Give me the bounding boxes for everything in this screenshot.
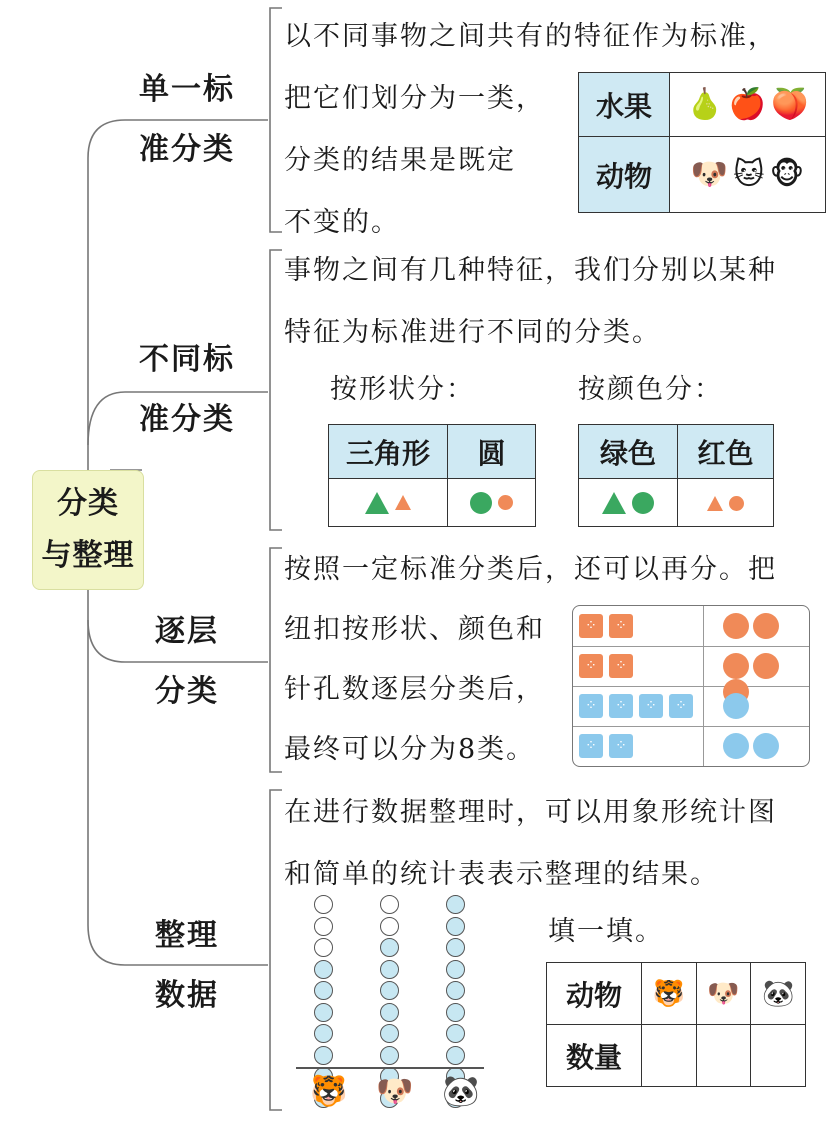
round-button-icon — [723, 653, 749, 679]
branch-layered — [132, 602, 242, 722]
square-button-icon — [669, 694, 693, 718]
header-green: 绿色 — [579, 425, 678, 479]
orange-round-4hole-group — [723, 613, 783, 639]
color-table — [578, 424, 774, 527]
header-red: 红色 — [678, 425, 774, 479]
circle-cell — [448, 479, 536, 527]
by-shape-label: 按形状分： — [330, 374, 475, 405]
tiger-cell — [642, 963, 697, 1025]
shape-table — [328, 424, 536, 527]
tiger-icon: 🐯 — [310, 1074, 348, 1109]
branch-label-line1: 不同标 — [139, 342, 235, 377]
red-cell — [678, 479, 774, 527]
text-line: 以不同事物之间共有的特征作为标准， — [284, 21, 777, 52]
square-button-icon — [579, 694, 603, 718]
text-line: 针孔数逐层分类后， — [284, 674, 545, 705]
filled-circle-mark — [446, 960, 465, 979]
text-line: 把它们划分为一类， — [284, 83, 545, 114]
square-button-icon — [579, 614, 603, 638]
round-button-icon — [753, 613, 779, 639]
filled-circle-mark — [314, 981, 333, 1000]
row-header-animal: 动物 — [579, 137, 670, 213]
tiger-icon: 🐯 — [652, 978, 686, 1009]
text-line: 特征为标准进行不同的分类。 — [284, 317, 661, 348]
orange-square-4hole-group — [579, 614, 639, 638]
by-color-label: 按颜色分： — [578, 374, 723, 405]
filled-circle-mark — [446, 1003, 465, 1022]
count-blank-dog[interactable] — [696, 1025, 751, 1087]
green-cell — [579, 479, 678, 527]
filled-circle-mark — [446, 895, 465, 914]
filled-circle-mark — [446, 938, 465, 957]
text-line: 不变的。 — [284, 207, 400, 238]
square-button-icon — [609, 654, 633, 678]
branch-label-line1: 逐层 — [155, 614, 219, 649]
triangle-cell — [329, 479, 448, 527]
filled-circle-mark — [380, 938, 399, 957]
branch-organize-data — [132, 906, 242, 1026]
peach-icon: 🍑 — [771, 86, 809, 122]
buttons-box — [572, 605, 810, 767]
branch-label-line2: 准分类 — [139, 402, 235, 437]
filled-circle-mark — [314, 1046, 333, 1065]
filled-circle-mark — [380, 960, 399, 979]
dog-icon: 🐶 — [690, 156, 729, 192]
filled-circle-mark — [314, 1024, 333, 1043]
pictograph-chart — [290, 895, 490, 1115]
orange-square-2hole-group — [579, 654, 639, 678]
branch-label-line2: 准分类 — [139, 132, 235, 167]
row-header-fruit: 水果 — [579, 73, 670, 137]
filled-circle-mark — [446, 1046, 465, 1065]
central-topic-line1: 分类 — [57, 486, 119, 521]
filled-circle-mark — [380, 1003, 399, 1022]
dog-cell — [696, 963, 751, 1025]
filled-circle-mark — [446, 917, 465, 936]
cat-icon: 🐱 — [733, 156, 765, 192]
square-button-icon — [609, 734, 633, 758]
animal-icons — [670, 137, 826, 213]
blue-square-2hole-group — [579, 734, 639, 758]
filled-circle-mark — [446, 981, 465, 1000]
square-button-icon — [579, 654, 603, 678]
filled-circle-mark — [380, 981, 399, 1000]
filled-circle-mark — [314, 960, 333, 979]
fill-in-label: 填一填。 — [548, 916, 664, 947]
dog-icon: 🐶 — [376, 1074, 414, 1109]
round-button-icon — [723, 613, 749, 639]
orange-circle-icon — [498, 495, 513, 510]
green-triangle-icon — [365, 492, 389, 514]
monkey-icon: 🐵 — [769, 156, 805, 192]
branch-label-line1: 整理 — [155, 918, 219, 953]
filled-circle-mark — [446, 1024, 465, 1043]
header-animal: 动物 — [547, 963, 642, 1025]
square-button-icon — [639, 694, 663, 718]
round-button-icon — [753, 733, 779, 759]
branch-label-line2: 分类 — [155, 674, 219, 709]
pear-icon: 🍐 — [686, 86, 724, 122]
header-circle: 圆 — [448, 425, 536, 479]
branch-label-line2: 数据 — [155, 978, 219, 1013]
apple-icon: 🍎 — [728, 86, 767, 122]
text-line: 按照一定标准分类后，还可以再分。把 — [284, 554, 777, 585]
empty-circle-mark — [380, 917, 399, 936]
filled-circle-mark — [314, 1003, 333, 1022]
orange-circle-icon — [729, 496, 744, 511]
branch-label-line1: 单一标 — [139, 72, 235, 107]
count-blank-tiger[interactable] — [642, 1025, 697, 1087]
orange-triangle-icon — [395, 495, 411, 510]
empty-circle-mark — [314, 938, 333, 957]
text-line: 分类的结果是既定 — [284, 145, 516, 176]
branch-different-standard — [132, 330, 242, 450]
header-triangle: 三角形 — [329, 425, 448, 479]
orange-triangle-icon — [707, 496, 723, 511]
panda-icon: 🐼 — [761, 978, 795, 1009]
blue-square-4hole-group — [579, 694, 699, 718]
panda-cell — [751, 963, 806, 1025]
blue-round-4hole-group — [723, 693, 753, 719]
section2-text — [284, 240, 777, 364]
fruit-animal-table — [578, 72, 826, 213]
chart-baseline — [296, 1067, 484, 1069]
green-circle-icon — [632, 492, 654, 514]
fruit-icons — [670, 73, 826, 137]
branch-single-standard — [132, 60, 242, 180]
text-line: 最终可以分为8类。 — [284, 734, 536, 765]
section4-text — [284, 782, 777, 906]
empty-circle-mark — [314, 917, 333, 936]
filled-circle-mark — [380, 1024, 399, 1043]
empty-circle-mark — [314, 895, 333, 914]
header-count: 数量 — [547, 1025, 642, 1087]
square-button-icon — [579, 734, 603, 758]
text-line: 事物之间有几种特征，我们分别以某种 — [284, 255, 777, 286]
empty-circle-mark — [380, 895, 399, 914]
square-button-icon — [609, 614, 633, 638]
central-topic-line2: 与整理 — [41, 538, 135, 573]
blue-round-2hole-group — [723, 733, 783, 759]
text-line: 在进行数据整理时，可以用象形统计图 — [284, 797, 777, 828]
round-button-icon — [753, 653, 779, 679]
text-line: 和简单的统计表表示整理的结果。 — [284, 859, 719, 890]
filled-circle-mark — [380, 1046, 399, 1065]
green-triangle-icon — [602, 492, 626, 514]
panda-icon: 🐼 — [442, 1074, 480, 1109]
green-circle-icon — [470, 492, 492, 514]
animal-count-table — [546, 962, 806, 1087]
dog-icon: 🐶 — [707, 978, 740, 1009]
count-blank-panda[interactable] — [751, 1025, 806, 1087]
round-button-icon — [723, 733, 749, 759]
round-button-icon — [723, 693, 749, 719]
text-line: 纽扣按形状、颜色和 — [284, 614, 545, 645]
square-button-icon — [609, 694, 633, 718]
central-topic — [32, 470, 144, 590]
